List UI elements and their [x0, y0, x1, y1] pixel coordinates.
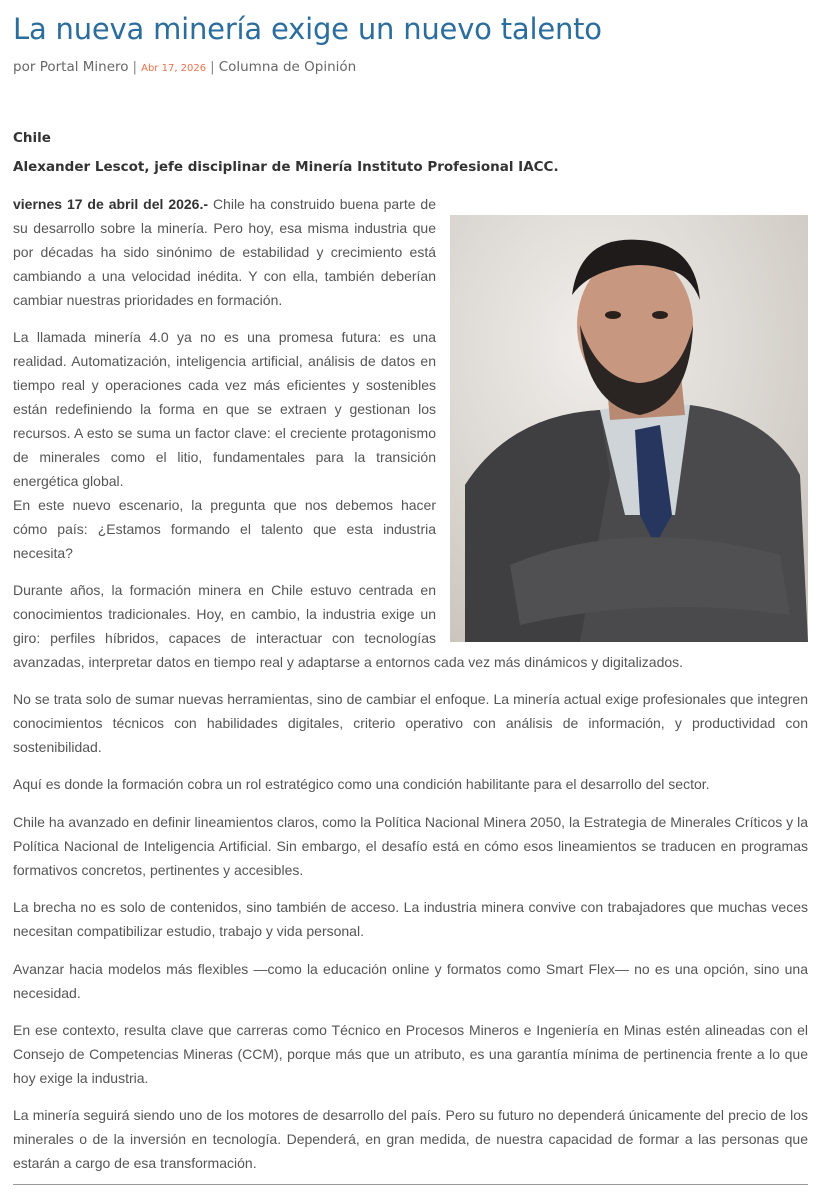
publish-date: Abr 17, 2026	[141, 63, 207, 74]
article-paragraph-9: Avanzar hacia modelos más flexibles —como la educación online y formatos como Smart Flex— no es una opción, sino una necesidad.	[13, 961, 808, 1001]
paragraph-text: Chile ha construido buena parte de su desarrollo sobre la minería. Pero hoy, esa misma industria que por décadas ha sido sinónimo de estabilidad y crecimiento está cambiando a una velocidad inédita. Y con ella, también deberían cambiar nuestras prioridades en formación.	[13, 196, 436, 308]
author-prefix: por	[13, 59, 36, 75]
category-link[interactable]: Columna de Opinión	[218, 59, 357, 75]
article-paragraph-1	[13, 192, 436, 312]
article-paragraph-7: Chile ha avanzado en definir lineamientos claros, como la Política Nacional Minera 2050, la Estrategia de Minerales Críticos y la Política Nacional de Inteligencia Artificial. Sin embargo, el desafío está en cómo esos lineamientos se traducen en programas formativos concretos, pertinentes y accesibles.	[13, 814, 808, 878]
meta-separator: |	[132, 59, 138, 75]
region-label: Chile	[13, 130, 51, 146]
article-paragraph-10: En ese contexto, resulta clave que carreras como Técnico en Procesos Mineros e Ingeniería en Minas estén alineadas con el Consejo de Competencias Mineras (CCM), porque más que un atributo, es una garantía mínima de pertinencia frente a lo que hoy exige la industria.	[13, 1022, 808, 1086]
article-paragraph-3: En este nuevo escenario, la pregunta que nos debemos hacer cómo país: ¿Estamos formando el talento que esta industria necesita?	[13, 497, 436, 561]
article-paragraph-5: No se trata solo de sumar nuevas herramientas, sino de cambiar el enfoque. La minería actual exige profesionales que integren conocimientos técnicos con habilidades digitales, criterio operativo con análisis de información, y productividad con sostenibilidad.	[13, 691, 808, 755]
lead-date: viernes 17 de abril del 2026.-	[13, 196, 209, 212]
article-paragraph-4	[13, 578, 808, 674]
paragraph-text: Durante años, la formación minera en Chile estuvo centrada en conocimientos tradicionales. Hoy, en cambio, la industria exige un giro: perfiles híbridos, capaces de interactuar con tecnologías avanzadas, interpretar datos en tiempo real y adaptarse a entornos cada vez más dinámicos y digitalizados.	[13, 582, 684, 670]
meta-separator: |	[210, 59, 215, 75]
author-byline: Alexander Lescot, jefe disciplinar de Minería Instituto Profesional IACC.	[13, 159, 559, 175]
article-title: La nueva minería exige un nuevo talento	[13, 12, 602, 46]
article-paragraph-11: La minería seguirá siendo uno de los motores de desarrollo del país. Pero su futuro no dependerá únicamente del precio de los minerales o de la inversión en tecnología. Dependerá, en gran medida, de nuestra capacidad de formar a las personas que estarán a cargo de esa transformación.	[13, 1107, 808, 1171]
photo-wrap-spacer	[436, 578, 808, 650]
footer-divider	[13, 1184, 808, 1185]
author-link[interactable]: Portal Minero	[39, 59, 129, 75]
article-paragraph-2: La llamada minería 4.0 ya no es una promesa futura: es una realidad. Automatización, inteligencia artificial, análisis de datos en tiempo real y operaciones cada vez más eficientes y sostenibles están redefiniendo la forma en que se extraen y gestionan los recursos. A esto se suma un factor clave: el creciente protagonismo de minerales como el litio, fundamentales para la transición energética global.	[13, 329, 436, 489]
article-paragraph-6: Aquí es donde la formación cobra un rol estratégico como una condición habilitante para el desarrollo del sector.	[13, 776, 710, 792]
article-paragraph-8: La brecha no es solo de contenidos, sino también de acceso. La industria minera convive con trabajadores que muchas veces necesitan compatibilizar estudio, trabajo y vida personal.	[13, 899, 808, 939]
article-meta	[13, 59, 356, 75]
